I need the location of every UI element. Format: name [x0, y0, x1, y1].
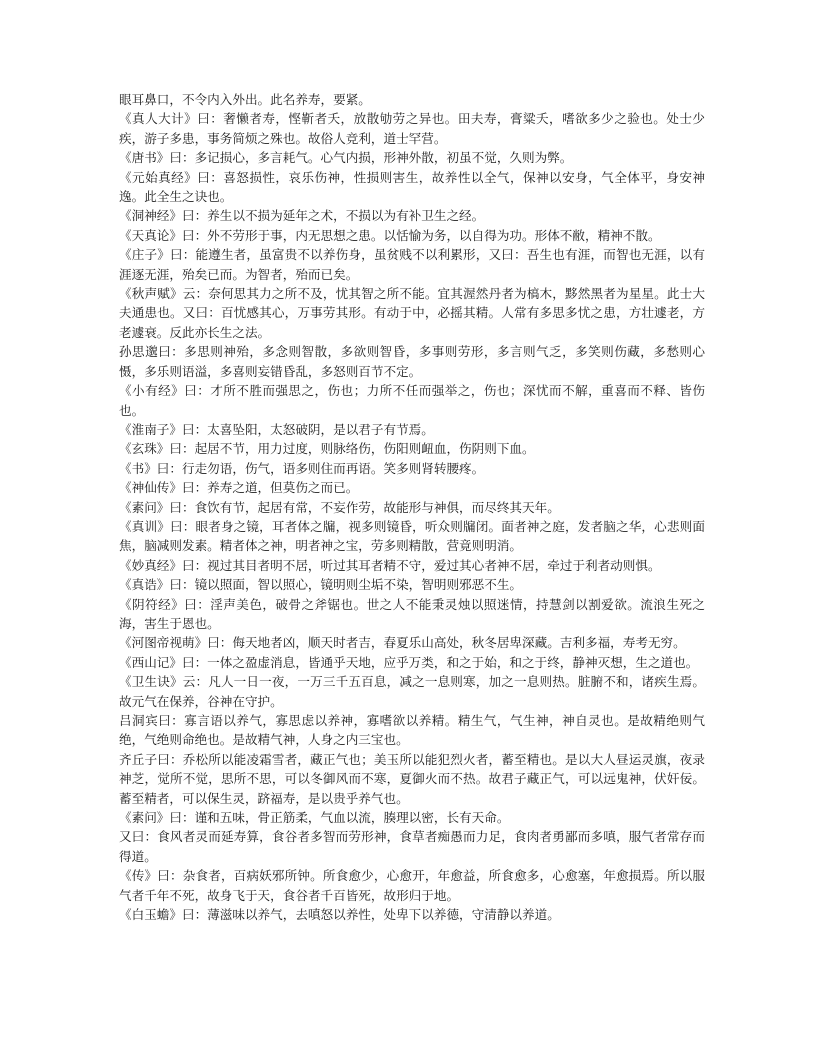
- paragraph: 《淮南子》曰：太喜坠阳，太怒破阴，是以君子有节焉。: [119, 421, 434, 437]
- body-text: [119, 90, 705, 924]
- paragraph: 《元始真经》曰：喜怒损性，哀乐伤神，性损则害生，故养性以全气，保神以安身，气全体平，身安神逸。此全生之诀也。: [119, 169, 705, 205]
- paragraph: 《真诰》曰：镜以照面，智以照心，镜明则尘垢不染，智明则邪恶不生。: [119, 577, 522, 593]
- paragraph: 《小有经》曰：才所不胜而强思之，伤也；力所不任而强举之，伤也；深忧而不解，重喜而不释、皆伤也。: [119, 383, 705, 418]
- paragraph: 《唐书》曰：多记损心，多言耗气。心气内损，形神外散，初虽不觉，久则为弊。: [119, 150, 573, 166]
- paragraph: 眼耳鼻口，不令内入外出。此名养寿，要紧。: [119, 92, 371, 107]
- paragraph: 《传》曰：杂食者，百病妖邪所钟。所食愈少，心愈开，年愈益，所食愈多，心愈塞，年愈损焉。所以服气者千年不死，故身飞于天，食谷者千百皆死，故形归于地。: [119, 868, 705, 903]
- paragraph: 齐丘子曰：乔松所以能凌霜雪者，藏正气也；美玉所以能犯烈火者，蓄至精也。是以大人昼运灵旗，夜录神芝，觉所不觉，思所不思，可以冬御风而不寒，夏御火而不热。故君子藏正气，可以远鬼神，伏奸佞。蓄至精者，可以保生灵，跻福寿，是以贵乎养气也。: [119, 751, 705, 806]
- paragraph: 又曰：食风者灵而延寿算，食谷者多智而劳形神，食草者痴愚而力足，食肉者勇鄙而多嗔，服气者常存而得道。: [119, 829, 705, 864]
- paragraph: 《庄子》曰：能遵生者，虽富贵不以养伤身，虽贫贱不以利累形，又曰：吾生也有涯，而智也无涯，以有涯逐无涯，殆矣已而。为智者，殆而已矣。: [119, 247, 705, 282]
- paragraph: 《真训》曰：眼者身之镜，耳者体之牖，视多则镜昏，听众则牖闭。面者神之庭，发者脑之华，心悲则面焦，脑减则发素。精者体之神，明者神之宝，劳多则精散，营竟则明消。: [119, 518, 705, 554]
- paragraph: 《西山记》曰：一体之盈虚消息，皆通乎天地，应乎万类，和之于始，和之于终，静神灭想，生之道也。: [119, 654, 699, 670]
- paragraph: 《洞神经》曰：养生以不损为延年之术，不损以为有补卫生之经。: [119, 208, 485, 224]
- paragraph: 《天真论》曰：外不劳形于事，内无思想之患。以恬愉为务，以自得为功。形体不敝，精神不散。: [119, 227, 661, 243]
- paragraph: 《河图帝视萌》曰：侮天地者凶，顺天时者吉，春夏乐山高处，秋冬居卑深藏。吉利多福，寿考无穷。: [119, 635, 686, 651]
- paragraph: 《玄珠》曰：起居不节，用力过度，则脉络伤，伤阳则衄血，伤阴则下血。: [119, 441, 535, 457]
- paragraph: 《素问》曰：谨和五味，骨正筋柔，气血以流，腠理以密，长有天命。: [119, 810, 510, 826]
- paragraph: 孙思邈曰：多思则神殆，多念则智散，多欲则智昏，多事则劳形，多言则气乏，多笑则伤藏，多愁则心慑，多乐则语溢，多喜则妄错昏乱，多怒则百节不定。: [119, 344, 705, 379]
- paragraph: 吕洞宾曰：寡言语以养气，寡思虑以养神，寡嗜欲以养精。精生气，气生神，神自灵也。是故精绝则气绝，气绝则命绝也。是故精气神，人身之内三宝也。: [119, 713, 705, 748]
- paragraph: 《真人大计》曰：奢懒者寿，悭靳者夭，放散劬劳之异也。田夫寿，膏粱夭，嗜欲多少之验也。处士少疾，游子多患，事务简烦之殊也。故俗人竞利，道士罕营。: [119, 111, 705, 146]
- paragraph: 《阴符经》曰：淫声美色，破骨之斧锯也。世之人不能秉灵烛以照迷情，持慧剑以割爱欲。流浪生死之海，害生于恩也。: [119, 596, 705, 631]
- paragraph: 《妙真经》曰：视过其目者明不居，听过其耳者精不守，爱过其心者神不居，牵过于利者动则惧。: [119, 557, 661, 573]
- paragraph: 《卫生诀》云：凡人一日一夜，一万三千五百息，减之一息则寒，加之一息则热。脏腑不和，诸疾生焉。故元气在保养，谷神在守护。: [119, 674, 705, 709]
- paragraph: 《白玉蟾》曰：薄滋味以养气，去嗔怒以养性，处卑下以养德，守清静以养道。: [119, 907, 560, 923]
- paragraph: 《神仙传》曰：养寿之道，但莫伤之而已。: [119, 480, 359, 496]
- paragraph: 《书》曰：行走勿语，伤气，语多则住而再语。笑多则肾转腰疼。: [119, 460, 485, 476]
- paragraph: 《秋声赋》云：奈何思其力之所不及，忧其智之所不能。宜其渥然丹者为槁木，黟然黑者为星星。此士大夫通患也。又曰：百忧感其心，万事劳其形。有动于中，必摇其精。人常有多思多忧之患，方壮遽老，方老遽衰。反此亦长生之法。: [119, 286, 705, 340]
- paragraph: 《素问》曰：食饮有节，起居有常，不妄作劳，故能形与神俱，而尽终其天年。: [119, 499, 560, 515]
